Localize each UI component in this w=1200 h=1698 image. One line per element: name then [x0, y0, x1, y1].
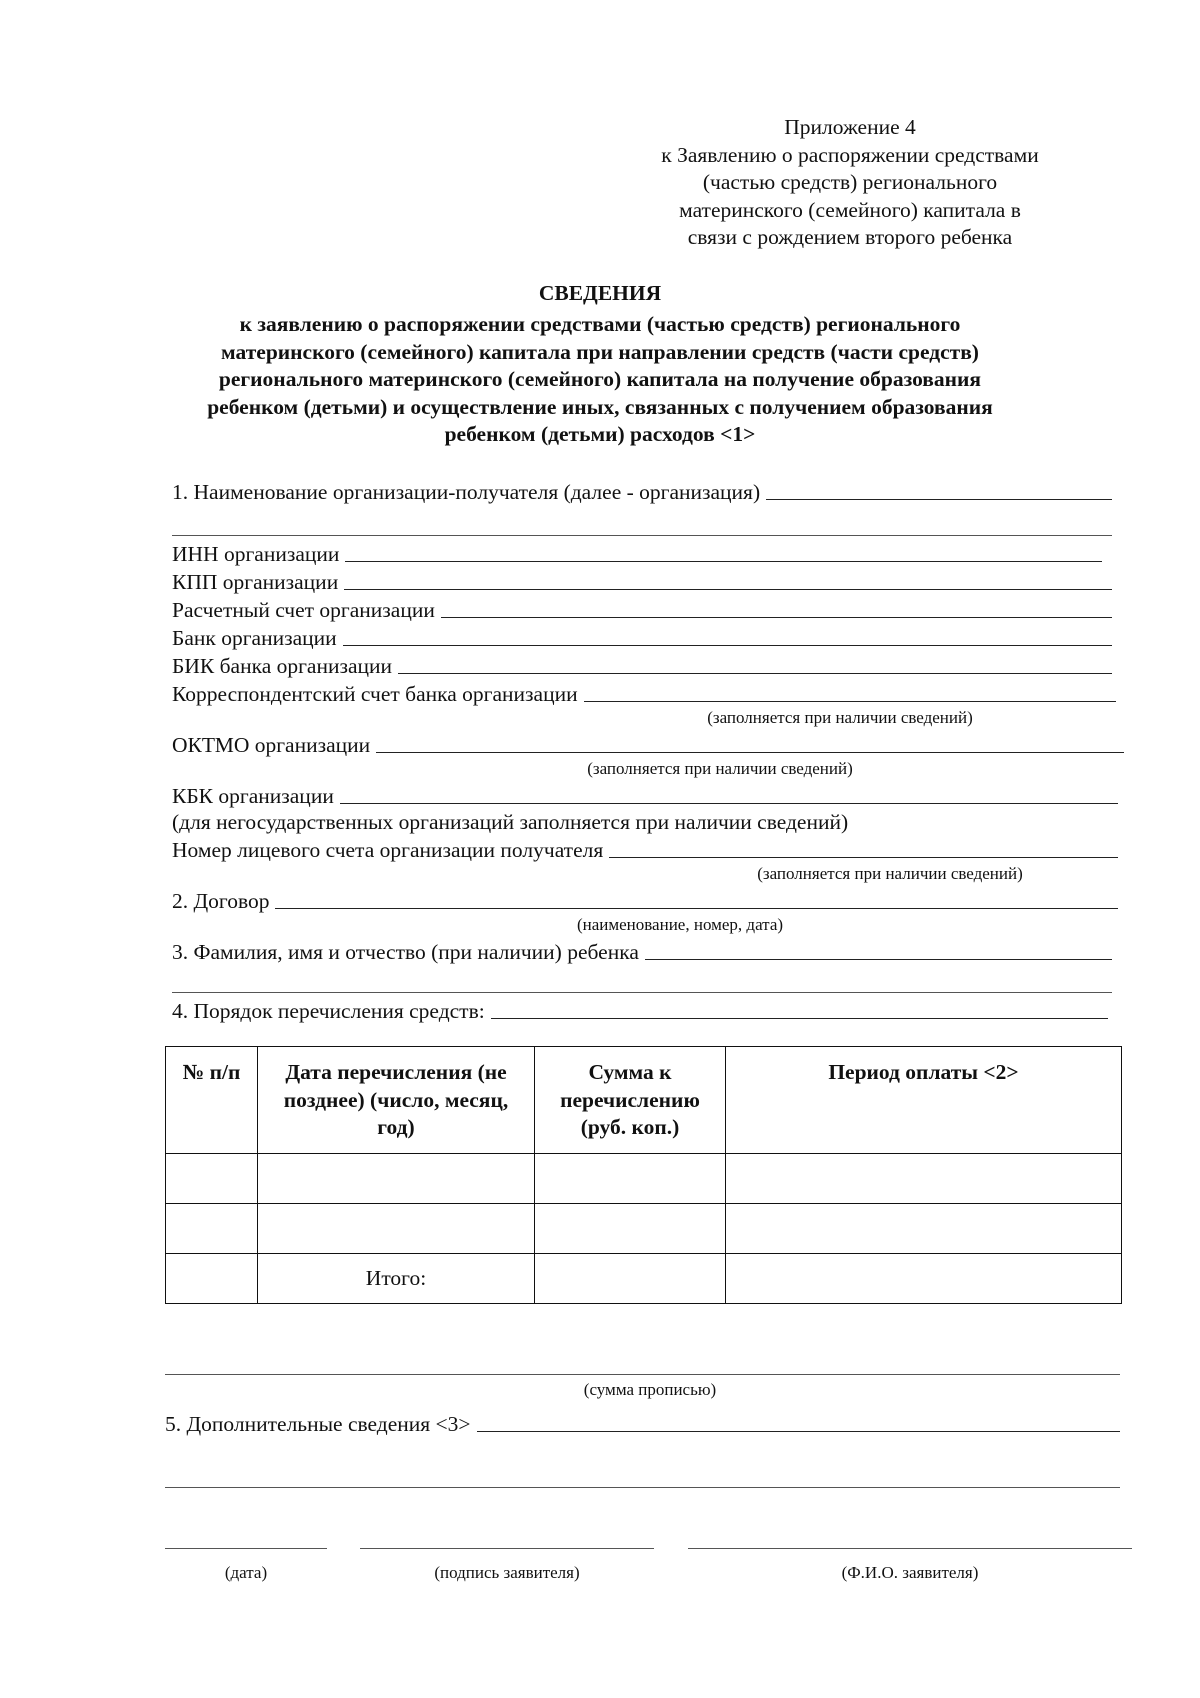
total-amount-cell[interactable] — [535, 1254, 726, 1304]
additional-info-field[interactable] — [165, 1410, 1120, 1436]
inn-line[interactable] — [345, 560, 1102, 562]
bank-line[interactable] — [343, 644, 1112, 646]
appendix-line: связи с рождением второго ребенка — [687, 225, 1013, 249]
kbk-field[interactable] — [172, 782, 1118, 808]
payment-schedule-table — [165, 1046, 1122, 1304]
personal-account-note: (заполняется при наличии сведений) — [757, 864, 1023, 883]
transfer-order-line[interactable] — [491, 1017, 1108, 1019]
org-name-line[interactable] — [766, 498, 1112, 500]
signature-line[interactable] — [360, 1548, 654, 1549]
additional-info-line[interactable] — [477, 1430, 1120, 1432]
table-row — [166, 1204, 1122, 1254]
sum-in-words-line[interactable] — [165, 1374, 1120, 1375]
date-line[interactable] — [165, 1548, 327, 1549]
fio-caption: (Ф.И.О. заявителя) — [841, 1563, 979, 1582]
kbk-note: (для негосударственных организаций заполняется при наличии сведений) — [172, 810, 849, 834]
oktmo-field[interactable] — [172, 731, 1124, 757]
table-cell[interactable] — [258, 1204, 535, 1254]
child-name-continuation-line[interactable] — [172, 992, 1112, 993]
table-total-row — [166, 1254, 1122, 1304]
table-cell[interactable] — [166, 1154, 258, 1204]
oktmo-label: ОКТМО организации — [172, 733, 371, 757]
bik-line[interactable] — [398, 672, 1112, 674]
subtitle-line: ребенком (детьми) и осуществление иных, связанных с получением образования — [207, 394, 993, 419]
table-cell[interactable] — [258, 1154, 535, 1204]
corr-account-note: (заполняется при наличии сведений) — [707, 708, 973, 727]
inn-label: ИНН организации — [172, 542, 340, 566]
table-cell[interactable] — [726, 1254, 1122, 1304]
oktmo-note: (заполняется при наличии сведений) — [587, 759, 853, 778]
subtitle-line: ребенком (детьми) расходов <1> — [444, 422, 756, 446]
child-name-field[interactable] — [172, 938, 1112, 964]
account-label: Расчетный счет организации — [172, 598, 435, 622]
additional-info-continuation-line[interactable] — [165, 1487, 1120, 1488]
transfer-order-field[interactable] — [172, 997, 1108, 1023]
bank-label: Банк организации — [172, 626, 337, 650]
appendix-line: к Заявлению о распоряжении средствами — [661, 142, 1039, 167]
org-name-field[interactable] — [172, 478, 1112, 504]
table-header-row — [166, 1047, 1122, 1154]
header-amount: Сумма к перечислению (руб. коп.) — [535, 1047, 726, 1154]
kbk-label: КБК организации — [172, 784, 334, 808]
date-caption: (дата) — [224, 1563, 268, 1582]
bik-field[interactable] — [172, 652, 1112, 678]
appendix-line: Приложение 4 — [784, 115, 916, 139]
child-name-label: 3. Фамилия, имя и отчество (при наличии) ребенка — [172, 940, 639, 964]
header-period: Период оплаты <2> — [726, 1047, 1122, 1154]
child-name-line[interactable] — [645, 958, 1112, 960]
kpp-label: КПП организации — [172, 570, 339, 594]
personal-account-label: Номер лицевого счета организации получателя — [172, 838, 604, 862]
table-cell[interactable] — [726, 1204, 1122, 1254]
org-name-continuation-line[interactable] — [172, 535, 1112, 536]
personal-account-field[interactable] — [172, 836, 1118, 862]
sum-in-words-note: (сумма прописью) — [583, 1380, 717, 1399]
inn-field[interactable] — [172, 540, 1102, 566]
appendix-line: (частью средств) регионального — [702, 170, 998, 194]
kpp-field[interactable] — [172, 568, 1112, 594]
contract-line[interactable] — [275, 907, 1118, 909]
document-title: СВЕДЕНИЯ — [538, 281, 662, 305]
account-line[interactable] — [441, 616, 1112, 618]
table-cell[interactable] — [535, 1204, 726, 1254]
org-name-label: 1. Наименование организации-получателя (далее - организация) — [172, 480, 761, 504]
table-cell[interactable] — [535, 1154, 726, 1204]
total-label: Итого: — [258, 1254, 535, 1304]
contract-field[interactable] — [172, 887, 1118, 913]
bank-field[interactable] — [172, 624, 1112, 650]
header-number: № п/п — [166, 1047, 258, 1154]
appendix-header — [600, 114, 1100, 252]
document-subtitle — [150, 311, 1050, 449]
subtitle-line: к заявлению о распоряжении средствами (частью средств) регионального — [239, 312, 961, 336]
header-date: Дата перечисления (не позднее) (число, месяц, год) — [258, 1047, 535, 1154]
subtitle-line: материнского (семейного) капитала при направлении средств (части средств) — [221, 339, 979, 364]
table-cell[interactable] — [166, 1204, 258, 1254]
kbk-line[interactable] — [340, 802, 1118, 804]
account-field[interactable] — [172, 596, 1112, 622]
contract-label: 2. Договор — [172, 889, 270, 913]
corr-account-label: Корреспондентский счет банка организации — [172, 682, 578, 706]
subtitle-line: регионального материнского (семейного) капитала на получение образования — [218, 367, 982, 391]
table-cell[interactable] — [726, 1154, 1122, 1204]
corr-account-field[interactable] — [172, 680, 1116, 706]
oktmo-line[interactable] — [376, 751, 1124, 753]
personal-account-line[interactable] — [609, 856, 1118, 858]
corr-account-line[interactable] — [584, 700, 1116, 702]
signature-caption: (подпись заявителя) — [434, 1563, 580, 1582]
kpp-line[interactable] — [344, 588, 1112, 590]
additional-info-label: 5. Дополнительные сведения <3> — [165, 1412, 471, 1436]
contract-note: (наименование, номер, дата) — [576, 915, 784, 934]
fio-line[interactable] — [688, 1548, 1132, 1549]
bik-label: БИК банка организации — [172, 654, 393, 678]
appendix-line: материнского (семейного) капитала в — [679, 197, 1021, 222]
table-row — [166, 1154, 1122, 1204]
transfer-order-label: 4. Порядок перечисления средств: — [172, 999, 485, 1023]
table-cell[interactable] — [166, 1254, 258, 1304]
